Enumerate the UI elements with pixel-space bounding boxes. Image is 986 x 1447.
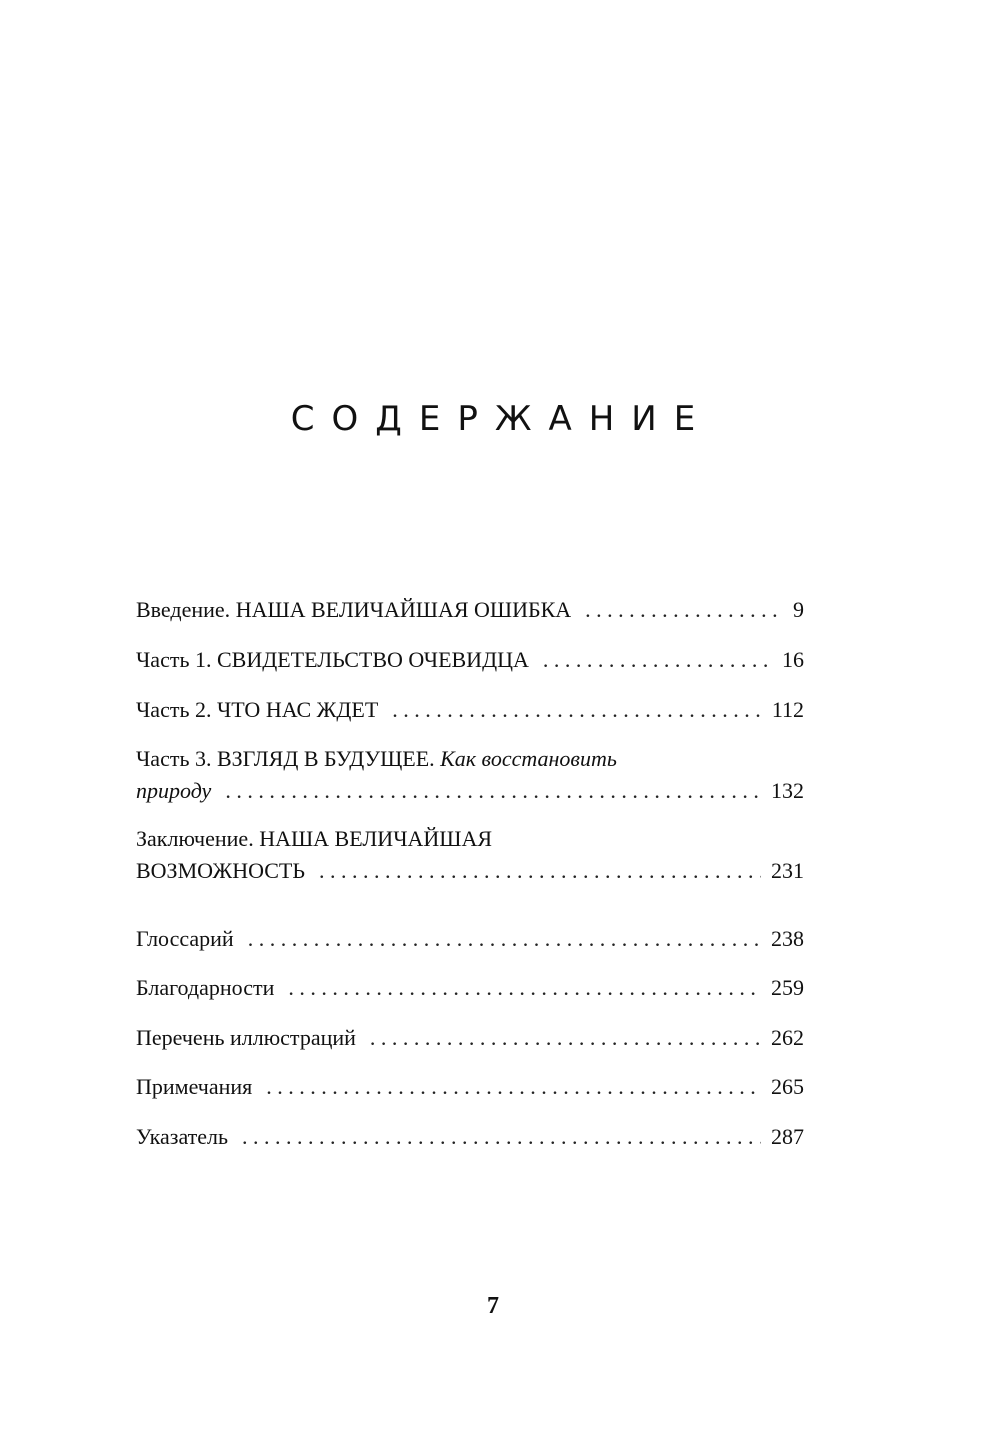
toc-entry-page: 265 — [771, 1074, 804, 1099]
toc-entry-introduction[interactable] — [136, 596, 804, 624]
dot-leader — [248, 925, 761, 953]
toc-entry-label: Часть 1. — [136, 647, 212, 672]
toc-entry-page: 238 — [771, 926, 804, 951]
toc-entry-acknowledgements[interactable] — [136, 974, 804, 1002]
toc-entry-conclusion-line-2[interactable] — [136, 857, 804, 885]
toc-entry-text — [136, 596, 571, 624]
toc-entry-illustrations[interactable] — [136, 1024, 804, 1052]
toc-entry-part-3-line-2[interactable] — [136, 777, 804, 805]
toc-entry-title: ЧТО НАС ЖДЕТ — [216, 697, 379, 722]
toc-entry-label: Заключение. — [136, 826, 254, 851]
toc-entry-title: НАША ВЕЛИЧАЙШАЯ — [259, 826, 493, 851]
toc-entry-text — [136, 745, 617, 773]
dot-leader — [266, 1073, 761, 1101]
toc-entry-glossary[interactable] — [136, 925, 804, 953]
toc-entry-title: Глоссарий — [136, 926, 234, 951]
toc-entry-page: 262 — [771, 1025, 804, 1050]
dot-leader — [319, 857, 761, 885]
dot-leader — [543, 646, 772, 674]
dot-leader — [370, 1024, 761, 1052]
dot-leader — [225, 777, 761, 805]
page-number: 7 — [487, 1293, 499, 1319]
toc-entry-title: Указатель — [136, 1124, 229, 1149]
toc-entry-text — [136, 696, 378, 724]
toc-entry-title-continued: ВОЗМОЖНОСТЬ — [136, 858, 305, 883]
toc-entry-label: Часть 3. — [136, 746, 212, 771]
page-title: СОДЕРЖАНИЕ — [290, 399, 713, 439]
toc-entry-page: 112 — [771, 697, 804, 722]
dot-leader — [585, 596, 783, 624]
toc-entry-page: 259 — [771, 975, 804, 1000]
toc-entry-index[interactable] — [136, 1123, 804, 1151]
toc-entry-part-1[interactable] — [136, 646, 804, 674]
toc-entry-page: 287 — [771, 1124, 804, 1149]
toc-entry-page: 9 — [793, 597, 804, 622]
toc-entry-title: Примечания — [136, 1074, 253, 1099]
toc-entry-conclusion-line-1[interactable] — [136, 825, 804, 853]
toc-entry-title: СВИДЕТЕЛЬСТВО ОЧЕВИДЦА — [216, 647, 529, 672]
toc-entry-title: Благодарности — [136, 975, 275, 1000]
toc-entry-page: 231 — [771, 858, 804, 883]
dot-leader — [288, 974, 761, 1002]
toc-entry-label: Часть 2. — [136, 697, 212, 722]
toc-entry-title: Перечень иллюстраций — [136, 1025, 356, 1050]
toc-entry-text — [136, 646, 529, 674]
dot-leader — [242, 1123, 761, 1151]
toc-entry-page: 132 — [771, 778, 804, 803]
toc-entry-page: 16 — [782, 647, 804, 672]
table-of-contents — [136, 0, 804, 1447]
toc-entry-label: Введение. — [136, 597, 231, 622]
toc-entry-part-2[interactable] — [136, 696, 804, 724]
toc-entry-part-3-line-1[interactable] — [136, 745, 804, 773]
toc-entry-subtitle: Как восстановить — [440, 746, 617, 771]
toc-entry-title: ВЗГЛЯД В БУДУЩЕЕ. — [216, 746, 435, 771]
toc-entry-subtitle-continued: природу — [136, 778, 212, 803]
toc-entry-text — [136, 825, 492, 853]
dot-leader — [392, 696, 762, 724]
toc-entry-title: НАША ВЕЛИЧАЙШАЯ ОШИБКА — [235, 597, 572, 622]
toc-entry-notes[interactable] — [136, 1073, 804, 1101]
